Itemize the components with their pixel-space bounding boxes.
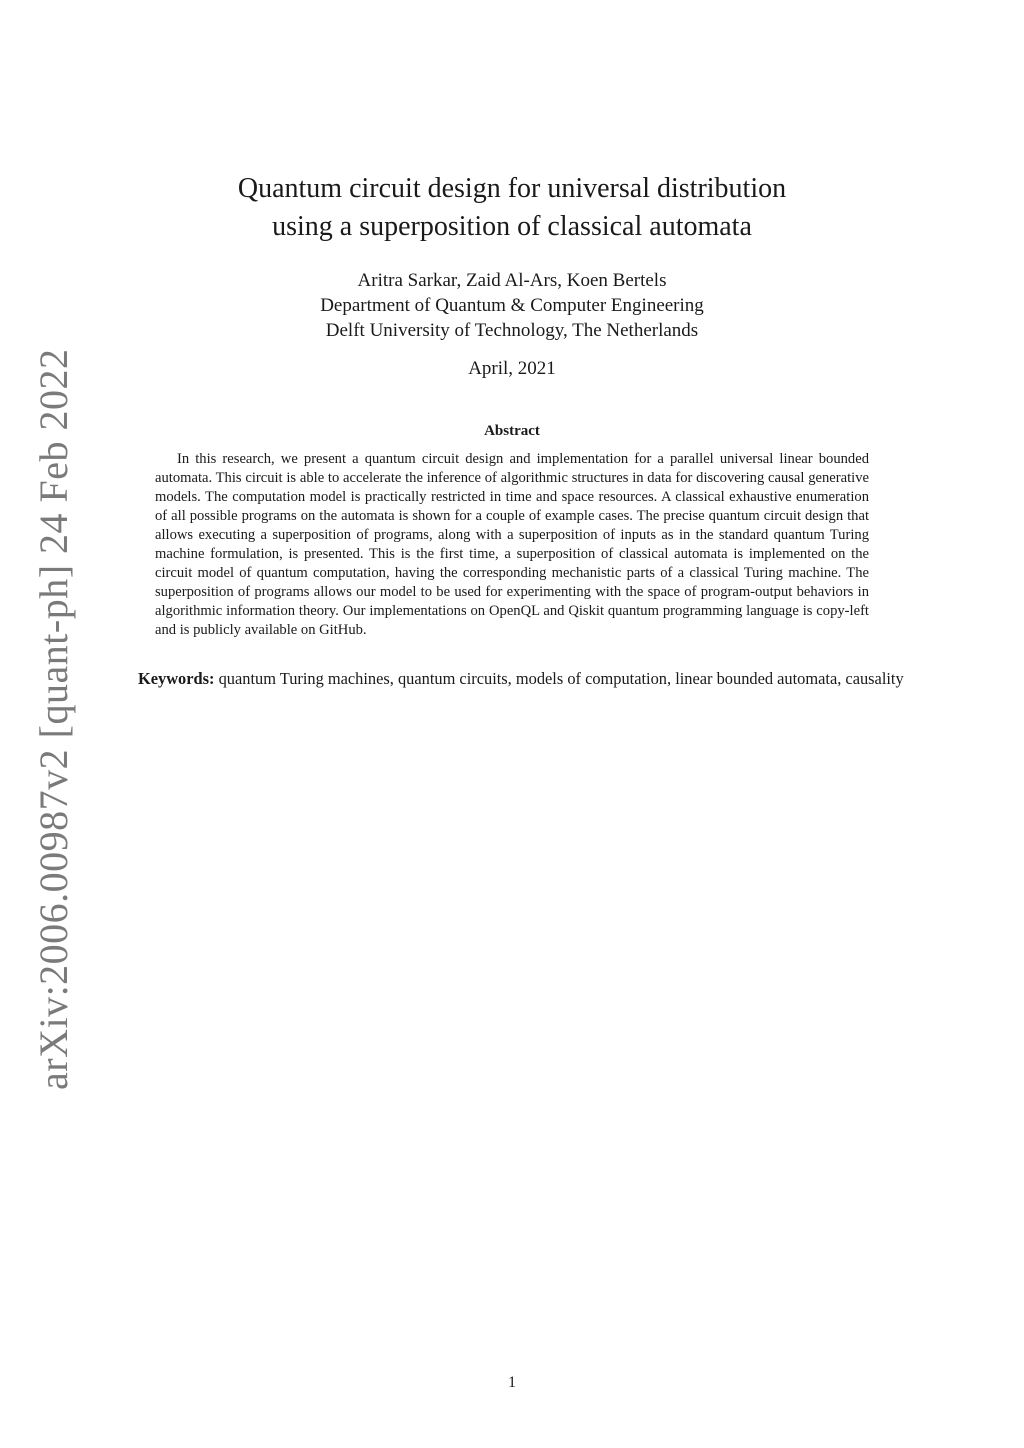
author-block (150, 268, 874, 343)
title-line-1: Quantum circuit design for universal distribution (237, 173, 787, 204)
arxiv-identifier-stamp: arXiv:2006.00987v2 [quant-ph] 24 Feb 2022 (31, 348, 76, 1090)
paper-title (150, 170, 874, 246)
title-line-2: using a superposition of classical automata (272, 211, 752, 242)
affiliation-department: Department of Quantum & Computer Engineering (320, 295, 704, 316)
affiliation-university: Delft University of Technology, The Netherlands (325, 320, 699, 341)
abstract-heading: Abstract (484, 423, 540, 439)
keywords-paragraph (118, 668, 910, 689)
keywords-text: quantum Turing machines, quantum circuits, models of computation, linear bounded automata, causality (218, 669, 904, 688)
publication-date: April, 2021 (468, 358, 556, 379)
keywords-label: Keywords: (138, 669, 215, 688)
abstract-text: In this research, we present a quantum circuit design and implementation for a parallel universal linear bounded automata. This circuit is able to accelerate the inference of algorithmic structures in data for discovering causal generative models. The computation model is practically restricted in time and space resources. A classical exhaustive enumeration of all possible programs on the automata is shown for a couple of example cases. The precise quantum circuit design that allows executing a superposition of programs, along with a superposition of inputs as in the standard quantum Turing machine formulation, is presented. This is the first time, a superposition of classical automata is implemented on the circuit model of quantum computation, having the corresponding mechanistic parts of a classical Turing machine. The superposition of programs allows our model to be used for experimenting with the space of program-output behaviors in algorithmic information theory. Our implementations on OpenQL and Qiskit quantum programming language is copy-left and is publicly available on GitHub. (155, 451, 869, 638)
page-number: 1 (508, 1374, 516, 1391)
author-names: Aritra Sarkar, Zaid Al-Ars, Koen Bertels (357, 270, 667, 291)
